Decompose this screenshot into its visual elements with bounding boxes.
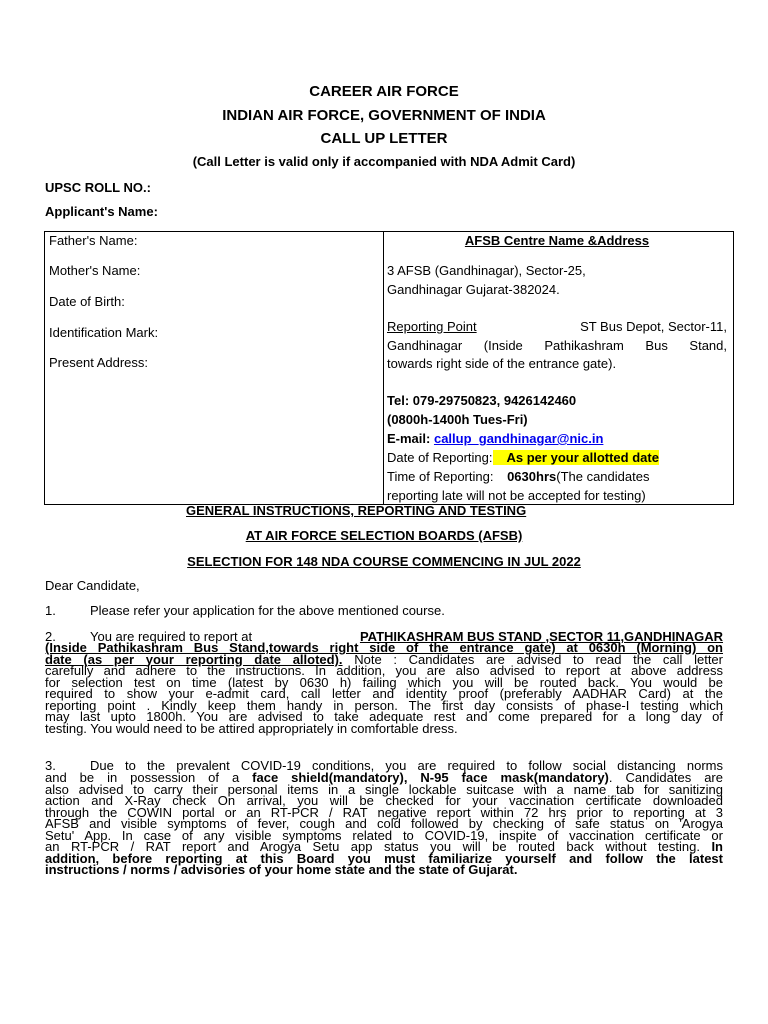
applicant-name-label: Applicant's Name: — [45, 204, 158, 219]
mother-name-label: Mother's Name: — [49, 263, 141, 278]
paragraph-3-line-7: Setu' App. In case of any visible symptoms related to COVID-19, inspite of vaccination certificate or — [45, 827, 723, 843]
paragraph-2-line-5: for selection test on time (latest by 0630 h) failing which you will be routed back. You would be — [45, 674, 723, 690]
header-line-2: INDIAN AIR FORCE, GOVERNMENT OF INDIA — [222, 107, 546, 124]
paragraph-2-note: Note : Candidates are advised to read the call letter — [342, 651, 723, 667]
paragraph-1-text: Please refer your application for the above mentioned course. — [90, 603, 445, 618]
time-of-reporting-value: 0630hrs — [507, 469, 557, 484]
time-of-reporting-note-2: reporting late will not be accepted for testing) — [387, 488, 646, 503]
father-name-label: Father's Name: — [49, 233, 138, 248]
greeting: Dear Candidate, — [45, 578, 140, 593]
date-of-reporting-label: Date of Reporting: — [387, 450, 493, 465]
paragraph-3-routed-back: an RT-PCR / RAT report and Arogya Setu app status you will be routed back without testing. — [45, 839, 712, 854]
header-note: (Call Letter is valid only if accompanied with NDA Admit Card) — [192, 154, 576, 169]
office-hours: (0800h-1400h Tues-Fri) — [387, 412, 528, 427]
reporting-point-line-1 — [387, 319, 727, 334]
time-of-reporting-label: Time of Reporting: — [387, 469, 494, 484]
identification-mark-label: Identification Mark: — [49, 325, 159, 340]
paragraph-2-intro: You are required to report at — [90, 629, 253, 644]
paragraph-3-line-6: AFSB and visible symptoms of fever, cough and cold followed by checking of safe status on 'Arogya — [45, 816, 723, 831]
reporting-point-line-3: towards right side of the entrance gate). — [387, 356, 617, 371]
paragraph-2-date-note: date (as per your reporting date alloted). — [45, 651, 343, 667]
paragraph-3-body — [45, 772, 723, 876]
paragraph-3-line-10: instructions / norms / advisories of your home state and the state of Gujarat. — [45, 862, 518, 877]
paragraph-2-line-4: carefully and adhere to the instructions. In addition, you are also advised to report at above address — [45, 663, 723, 678]
reporting-point-value-1: ST Bus Depot, Sector-11, — [580, 319, 727, 334]
paragraph-2-line-7: reporting point . Kindly keep them handy in person. The first day consists of phase-I testing which — [45, 697, 723, 713]
paragraph-3-line-1: Due to the prevalent COVID-19 conditions, you are required to follow social distancing norms — [90, 758, 723, 773]
instructions-heading-3: SELECTION FOR 148 NDA COURSE COMMENCING IN JUL 2022 — [187, 554, 581, 569]
paragraph-3-line-3: also advised to carry their personal items in a single lockable suitcase with a name tab for sanitizing — [45, 781, 723, 797]
upsc-roll-label: UPSC ROLL NO.: — [45, 180, 151, 195]
paragraph-2-body — [45, 642, 723, 734]
afsb-address-line-1: 3 AFSB (Gandhinagar), Sector-25, — [387, 263, 586, 278]
paragraph-3-line-4: action and X-Ray check On arrival, you will be checked for your vaccination certificate downloaded — [45, 793, 723, 808]
header-line-1: CAREER AIR FORCE — [309, 83, 459, 100]
email-label: E-mail: — [387, 431, 431, 446]
paragraph-1-number: 1. — [45, 603, 56, 618]
paragraph-3-candidates: . Candidates are — [608, 770, 723, 785]
header-line-3: CALL UP LETTER — [320, 130, 448, 147]
date-of-reporting-line — [387, 450, 727, 465]
paragraph-3-line-5: through the COWIN portal or an RT-PCR / RAT negative report within 72 hrs prior to reporting at 3 — [45, 804, 723, 820]
paragraph-2-line-8: may last upto 1800h. You are advised to take adequate rest and come prepared for a long day of — [45, 709, 723, 724]
telephone-numbers: Tel: 079-29750823, 9426142460 — [387, 393, 577, 408]
afsb-centre-heading: AFSB Centre Name &Address — [464, 233, 650, 248]
paragraph-2-location: PATHIKASHRAM BUS STAND ,SECTOR 11,GANDHINAGAR — [359, 629, 723, 644]
instructions-heading-2: AT AIR FORCE SELECTION BOARDS (AFSB) — [245, 528, 523, 543]
candidate-details-cell — [45, 232, 384, 505]
paragraph-3-line-9: addition, before reporting at this Board you must familiarize yourself and follow the latest — [45, 850, 723, 866]
present-address-label: Present Address: — [49, 355, 148, 370]
email-line — [387, 431, 727, 446]
date-of-birth-label: Date of Birth: — [49, 294, 125, 309]
paragraph-2-line-9: testing. You would need to be attired appropriately in comfortable dress. — [45, 720, 458, 736]
paragraph-3-possession: and be in possession of a — [45, 770, 253, 785]
details-table — [44, 231, 734, 505]
paragraph-2-number: 2. — [45, 629, 56, 644]
paragraph-3-number: 3. — [45, 758, 56, 773]
afsb-centre-cell — [384, 232, 734, 505]
paragraph-2-line-2: (Inside Pathikashram Bus Stand,towards right side of the entrance gate) at 0630h (Morning) on — [45, 640, 723, 655]
reporting-point-label: Reporting Point — [387, 319, 477, 334]
time-of-reporting-line — [387, 469, 727, 484]
instructions-heading-1: GENERAL INSTRUCTIONS, REPORTING AND TESTING — [186, 503, 527, 518]
paragraph-3-in: In — [711, 839, 723, 854]
paragraph-3-mandatory-items: face shield(mandatory), N-95 face mask(mandatory) — [252, 770, 609, 785]
date-of-reporting-value: As per your allotted date — [493, 450, 659, 465]
paragraph-2-line-6: required to show your e-admit card, call letter and identity proof (preferably AADHAR Card) at the — [45, 686, 723, 701]
time-of-reporting-note: (The candidates — [556, 469, 650, 484]
reporting-point-line-2: Gandhinagar (Inside Pathikashram Bus Stand, — [387, 338, 727, 353]
email-link[interactable]: callup_gandhinagar@nic.in — [433, 431, 604, 446]
afsb-address-line-2: Gandhinagar Gujarat-382024. — [387, 282, 560, 297]
